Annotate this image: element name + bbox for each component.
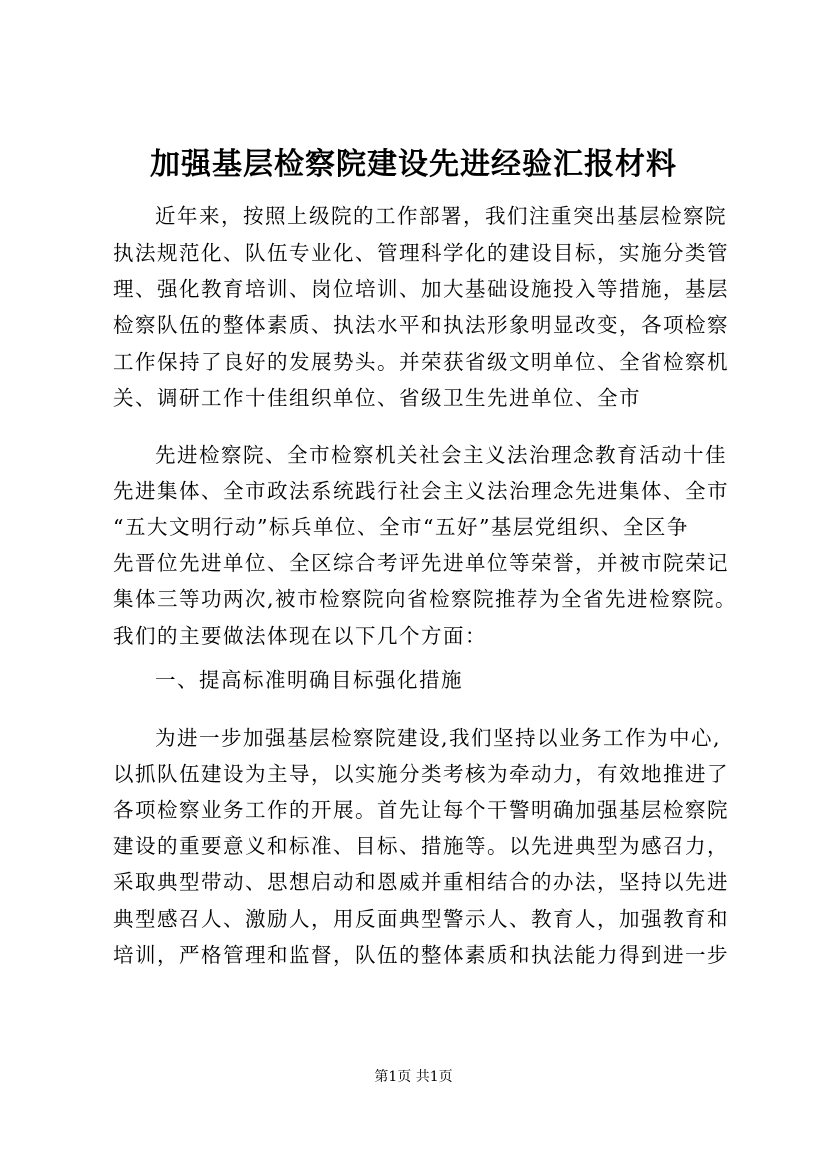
- body-line: 各项检察业务工作的开展。首先让每个干警明确加强基层检察院: [113, 798, 729, 822]
- body-line: “五大文明行动”标兵单位、全市“五好”基层党组织、全区争: [113, 515, 689, 539]
- body-line: 采取典型带动、思想启动和恩威并重相结合的办法，坚持以先进: [113, 870, 729, 894]
- page-footer: 第1页 共1页: [374, 1069, 453, 1085]
- body-line: 近年来，按照上级院的工作部署，我们注重突出基层检察院: [155, 204, 727, 228]
- body-line: 培训，严格管理和监督，队伍的整体素质和执法能力得到进一步: [113, 943, 729, 967]
- body-line: 建设的重要意义和标准、目标、措施等。以先进典型为感召力，: [113, 834, 729, 858]
- body-line: 检察队伍的整体素质、执法水平和执法形象明显改变，各项检察: [113, 313, 729, 337]
- section-heading: 一、提高标准明确目标强化措施: [155, 668, 463, 692]
- body-line: 典型感召人、激励人，用反面典型警示人、教育人，加强教育和: [113, 907, 729, 931]
- document-title: 加强基层检察院建设先进经验汇报材料: [150, 147, 677, 182]
- body-line: 为进一步加强基层检察院建设,我们坚持以业务工作为中心,: [155, 726, 722, 750]
- body-line: 理、强化教育培训、岗位培训、加大基础设施投入等措施，基层: [113, 277, 729, 301]
- body-line: 集体三等功两次,被市检察院向省检察院推荐为全省先进检察院。: [113, 587, 738, 611]
- body-line: 我们的主要做法体现在以下几个方面：: [113, 624, 487, 648]
- body-line: 先晋位先进单位、全区综合考评先进单位等荣誉，并被市院荣记: [113, 551, 729, 575]
- body-line: 以抓队伍建设为主导，以实施分类考核为牵动力，有效地推进了: [113, 762, 729, 786]
- body-line: 先进检察院、全市检察机关社会主义法治理念教育活动十佳: [155, 443, 727, 467]
- body-line: 执法规范化、队伍专业化、管理科学化的建设目标，实施分类管: [113, 241, 729, 265]
- body-line: 关、调研工作十佳组织单位、省级卫生先进单位、全市: [113, 386, 641, 410]
- body-line: 工作保持了良好的发展势头。并荣获省级文明单位、全省检察机: [113, 350, 729, 374]
- body-line: 先进集体、全市政法系统践行社会主义法治理念先进集体、全市: [113, 479, 729, 503]
